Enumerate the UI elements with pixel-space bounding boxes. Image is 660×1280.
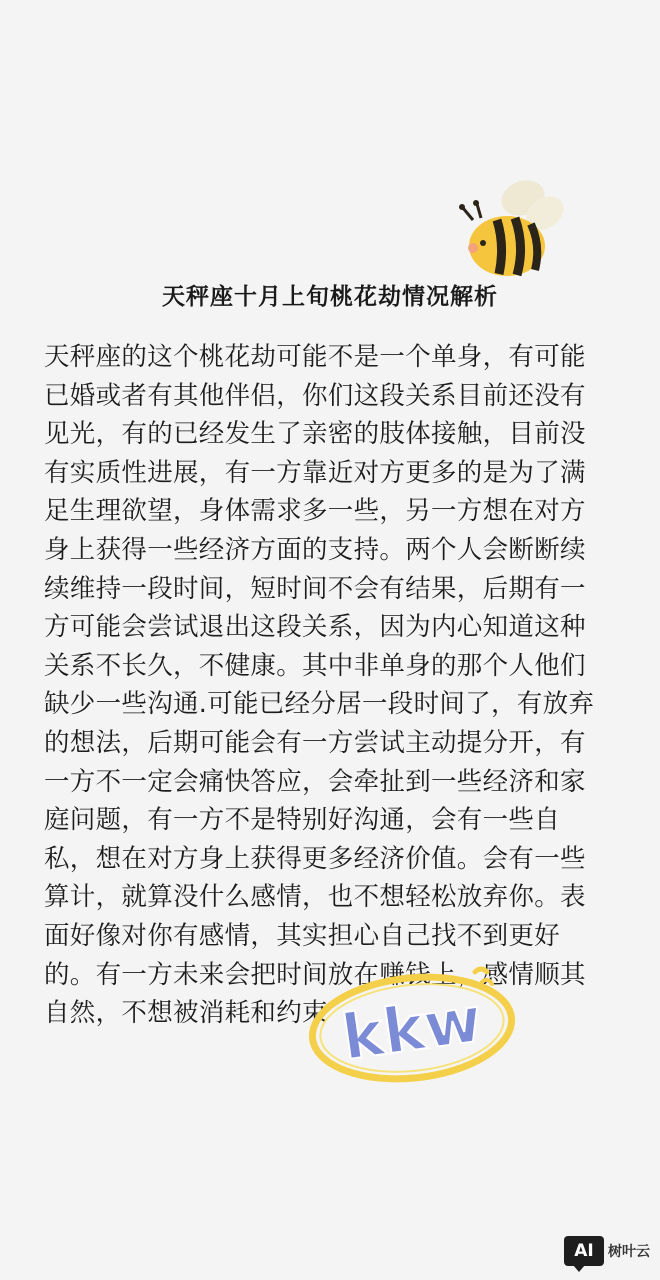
sticker-text: kkw [337,982,487,1075]
bee-sticker-icon [445,168,570,288]
page-title: 天秤座十月上旬桃花劫情况解析 [162,284,498,310]
body-line: 天秤座的这个桃花劫可能不是一个单身，有可能 [44,342,586,372]
body-line: 见光，有的已经发生了亲密的肢体接触，目前没 [44,419,586,450]
body-line: 一方不一定会痛快答应，会牵扯到一些经济和家 [44,766,586,797]
article-body [44,338,619,1033]
body-line: 缺少一些沟通.可能已经分居一段时间了，有放弃 [44,689,595,720]
body-line: 面好像对你有感情，其实担心自己找不到更好 [44,920,561,951]
watermark-badge [564,1236,650,1266]
body-line: 方可能会尝试退出这段关系，因为内心知道这种 [44,612,586,643]
body-line: 身上获得一些经济方面的支持。两个人会断断续 [44,534,586,565]
body-line: 庭问题，有一方不是特别好沟通，会有一些自 [44,805,561,836]
body-line: 已婚或者有其他伴侣，你们这段关系目前还没有 [44,380,586,411]
body-line: 私，想在对方身上获得更多经济价值。会有一些 [44,843,586,874]
ai-logo-icon: AI [564,1236,604,1266]
kkw-sticker [300,960,525,1090]
body-line: 的。有一方未来会把时间放在赚钱上，感情顺其 [44,959,586,990]
body-line: 有实质性进展，有一方靠近对方更多的是为了满 [44,457,586,488]
body-line: 足生理欲望，身体需求多一些，另一方想在对方 [44,496,586,527]
body-line: 的想法，后期可能会有一方尝试主动提分开，有 [44,727,586,758]
body-line: 自然，不想被消耗和约束 [44,998,328,1029]
body-line: 续维持一段时间，短时间不会有结果，后期有一 [44,573,586,604]
body-line: 算计，就算没什么感情，也不想轻松放弃你。表 [44,882,586,913]
watermark-name: 树叶云 [608,1244,650,1260]
body-line: 关系不长久，不健康。其中非单身的那个人他们 [44,650,586,681]
